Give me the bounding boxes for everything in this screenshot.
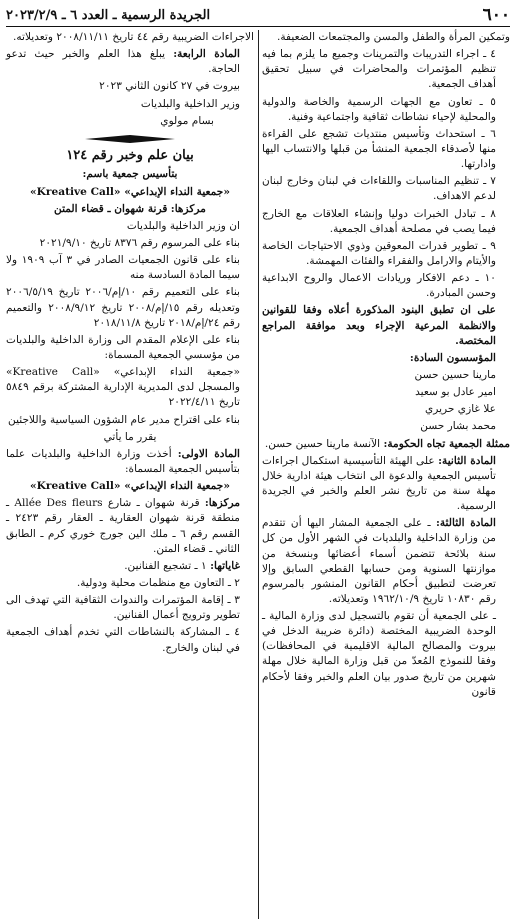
- paragraph: بناء على قانون الجمعيات الصادر في ٣ آب ١٩٠٩ ولا سيما المادة السادسة منه: [6, 254, 240, 282]
- minister-title: وزير الداخلية والبلديات: [140, 97, 240, 110]
- page-number: ٦٠٠: [482, 5, 510, 25]
- paragraph: بناء على المرسوم رقم ٨٣٧٦ تاريخ ٢٠٢١/٩/١٠: [39, 236, 240, 249]
- conditions-paragraph: على ان تطبق البنود المذكورة أعلاه وفقا للقوانين والانظمة المرعية الإجراء وبعد موافقة المراجع المختصة.: [262, 304, 496, 347]
- date-line: بيروت في ٢٧ كانون الثاني ٢٠٢٣: [99, 80, 240, 93]
- paragraph: ٩ ـ تطوير قدرات المعوقين وذوي الاحتياجات الخاصة والأيتام والارامل والفقراء والفئات المهمشة.: [262, 239, 496, 267]
- paragraph: الاجراءات الضريبية رقم ٤٤ تاريخ ٢٠٠٨/١١/١١ وتعديلاته.: [12, 31, 254, 43]
- header-title: الجريدة الرسمية ـ العدد ٦ ـ ٢٠٢٣/٢/٩: [6, 7, 211, 23]
- article-1: [6, 447, 254, 477]
- left-column: [6, 30, 254, 658]
- article-label: المادة الاولى:: [177, 447, 240, 460]
- paragraph: «جمعية النداء الإبداعي» «Kreative Call» والمسجل لدى المديرية الإدارية المشتركة برقم ٥٨٤٩ تاريخ ٢٠٢٢/٤/١١: [6, 366, 241, 409]
- representative: [262, 437, 510, 452]
- hq-label: مركزها:: [204, 497, 241, 510]
- goal-item: ١ ـ تشجيع الفنانين.: [124, 559, 207, 572]
- representative-label: ممثلة الجمعية تجاه الحكومة:: [383, 437, 510, 450]
- headquarters: [6, 202, 254, 217]
- article-text: أخذت وزارة الداخلية والبلديات علما بتأسيس الجمعية المسماة:: [6, 447, 240, 475]
- article-3: [262, 516, 510, 607]
- article-2: [262, 454, 510, 515]
- article-4: [6, 47, 254, 77]
- article-3-tax: ـ على الجمعية أن تقوم بالتسجيل لدى وزارة المالية ـ الوحدة الضريبية المختصة (دائرة ضريبة الدخل في بيروت والمصالح المالية الاقليمية في المحافظات) وفقا للنموذج المُعدّ من قبل وزارة المالية خلال مهلة شهرين من تاريخ صدور بيان العلم والخبر وفقا لأحكام قانون: [262, 610, 496, 698]
- article-text: يبلغ هذا العلم والخبر حيث تدعو الحاجة.: [6, 48, 240, 76]
- hq-text: قرنة شهوان ـ شارع Allée Des fleurs ـ منطقة قرنة شهوان العقارية ـ العقار رقم ٢٤٢٣ ـ القسم رقم ٦ ـ ملك الين جورج خوري كرم ـ الطابق الثاني ـ قضاء المتن.: [6, 497, 240, 555]
- paragraph: بناء على الإعلام المقدم الى وزارة الداخلية والبلديات من مؤسسي الجمعية المسماة:: [6, 333, 240, 361]
- goal-item: ٣ ـ إقامة المؤتمرات والندوات الثقافية التي تهدف الى تطوير وترويج أعمال الفنانين.: [6, 594, 240, 622]
- section-divider-ornament: [85, 135, 175, 143]
- founder-name: امير عادل بو سعيد: [415, 386, 496, 399]
- article-text: ـ على الجمعية المشار اليها أن تتقدم من وزارة الداخلية والبلديات في الشهر الأول من كل سنة بلائحة تتضمن أسماء أعضائها وبنسخة من موازنتها السنوية ومن حسابها القطعي السابق وإلا تعرضت لتطبيق أحكام القانون المنشور بالمرسوم رقم ١٠٨٣٠ تاريخ ١٩٦٢/١٠/٩ وتعديلاته.: [262, 517, 496, 605]
- goal-item: ٢ ـ التعاون مع منظمات محلية ودولية.: [76, 576, 240, 589]
- hq-value: قرنة شهوان ـ قضاء المتن: [54, 202, 168, 215]
- association-name: «جمعية النداء الإبداعي» «Kreative Call»: [30, 185, 230, 198]
- paragraph: بناء على اقتراح مدير عام الشؤون السياسية واللاجئين: [8, 413, 240, 426]
- paragraph: ان وزير الداخلية والبلديات: [126, 219, 240, 232]
- notice-subtitle: بتأسيس جمعية باسم:: [82, 168, 178, 181]
- article-text: على الهيئة التأسيسية استكمال اجراءات تأسيس الجمعية والدعوة الى انتخاب هيئة ادارية خلال مهلة سنة من تاريخ نشر العلم والخبر في الجريدة الرسمية.: [262, 454, 496, 513]
- paragraph: بناء على التعميم رقم ١٠/إم/٢٠٠٦ تاريخ ٢٠٠٦/٥/١٩ وتعديله رقم ١٥/إم/٢٠٠٨ تاريخ ٢٠٠٨/٩/١٢ والتعميم رقم ٢٤/إم/٢٠١٨ تاريخ ٢٠١٨/١١/٨: [6, 286, 240, 329]
- paragraph: ٥ ـ تعاون مع الجهات الرسمية والخاصة والدولية والمحلية لإحياء نشاطات ثقافية واجتماعية وفنية.: [262, 95, 496, 123]
- article-label: المادة الثانية:: [438, 454, 496, 467]
- goal-item: ٤ ـ المشاركة بالنشاطات التي تخدم أهداف الجمعية في لبنان والخارج.: [6, 626, 240, 654]
- paragraph: ٤ ـ اجراء التدريبات والتمرينات وجميع ما يلزم بما فيه تنظيم المؤتمرات والمحاضرات في سبيل تحقيق أهداف الجمعية.: [262, 48, 496, 91]
- article-label: المادة الرابعة:: [173, 48, 240, 61]
- paragraph: ٦ ـ استحداث وتأسيس منتديات تشجع على القراءة منها لأصدقاء الجمعية المنشأ من قبلها والانتساب اليها وادارتها.: [262, 127, 496, 171]
- paragraph: وتمكين المرأة والطفل والمسن والمجتمعات الضعيفة.: [276, 31, 510, 43]
- article-label: المادة الثالثة:: [435, 517, 496, 530]
- page-header: [6, 4, 510, 27]
- notice-title: بيان علم وخبر رقم ١٢٤: [66, 147, 194, 163]
- hq-label: مركزها:: [170, 202, 206, 215]
- founder-name: علا غازي حريري: [424, 403, 496, 416]
- paragraph: ٨ ـ تبادل الخبرات دوليا وإنشاء العلاقات مع الخارج فيما يصب في مصلحة أهداف الجمعية.: [262, 207, 496, 235]
- paragraph: ٧ ـ تنظيم المناسبات واللقاءات في لبنان وخارج لبنان لدعم الاهداف.: [262, 175, 496, 203]
- column-divider: [258, 30, 259, 919]
- minister-name: بسام مولوي: [160, 114, 214, 127]
- goals-label: غاياتها:: [210, 559, 240, 572]
- founder-name: محمد بشار حسن: [420, 420, 496, 433]
- goals: [6, 559, 254, 574]
- founders-heading: المؤسسون السادة:: [409, 351, 496, 364]
- decision-heading: يقرر ما يأتي: [103, 430, 157, 443]
- paragraph: ١٠ ـ دعم الافكار وريادات الاعمال والروح الابداعية وحسن المبادرة.: [262, 272, 496, 300]
- founder-name: مارينا حسين حسن: [414, 368, 496, 381]
- headquarters-detail: [6, 496, 254, 557]
- right-column: [262, 30, 510, 702]
- representative-value: الآنسة مارينا حسين حسن.: [264, 437, 381, 450]
- association-name: «جمعية النداء الإبداعي» «Kreative Call»: [30, 480, 230, 493]
